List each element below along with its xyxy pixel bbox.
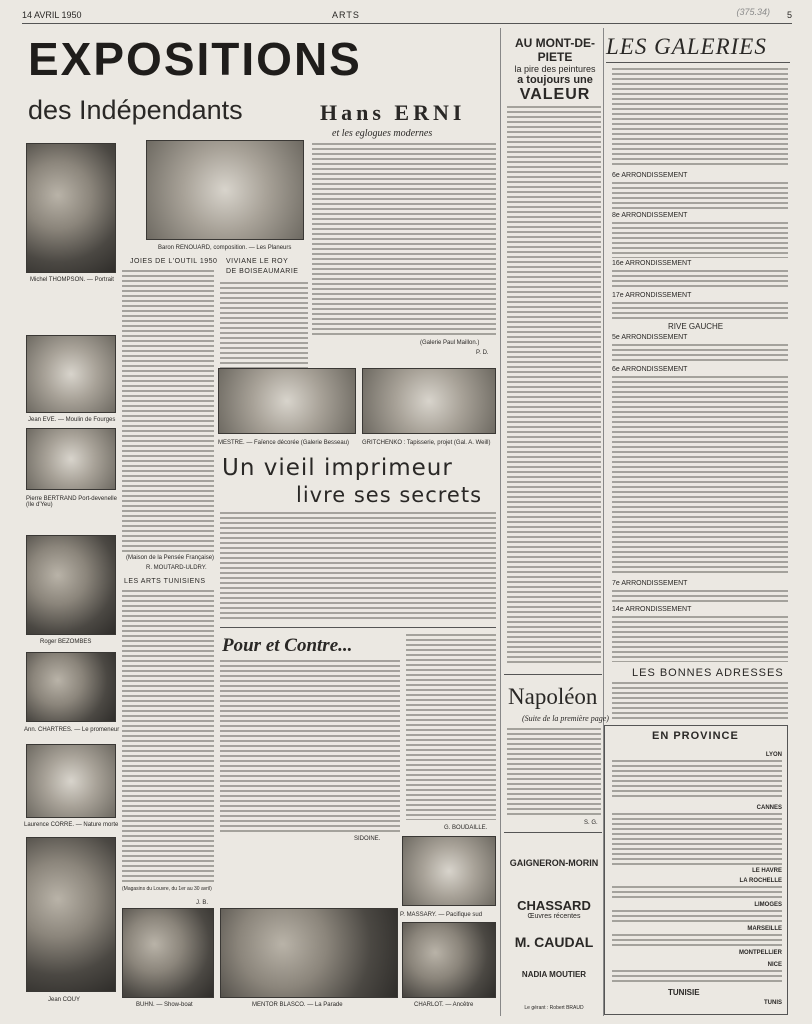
headline-pour-contre: Pour et Contre... xyxy=(222,635,353,656)
page-header xyxy=(22,7,792,23)
province-text xyxy=(612,886,782,900)
city-nice: NICE xyxy=(767,962,782,968)
caption-massary: P. MASSARY. — Pacifique sud xyxy=(400,912,483,918)
province-text xyxy=(612,934,782,948)
photo-buhn xyxy=(122,908,214,998)
erni-title: Hans ERNI xyxy=(320,100,466,125)
ad-gaigneron xyxy=(507,858,601,868)
province-text xyxy=(612,970,782,984)
gal-section-8e: 8e ARRONDISSEMENT xyxy=(612,212,688,219)
city-montpellier: MONTPELLIER xyxy=(739,950,782,956)
gal-rive-gauche: RIVE GAUCHE xyxy=(668,322,724,331)
mont-signature: S. G. xyxy=(584,820,598,826)
divider xyxy=(504,832,602,833)
photo-gritchenko xyxy=(362,368,496,434)
headline-province: EN PROVINCE xyxy=(652,730,739,742)
header-rule xyxy=(22,23,792,24)
archive-reference: (375.34) xyxy=(736,7,770,17)
caption-renouard: Baron RENOUARD, composition. — Les Planeurs xyxy=(158,245,292,251)
imprimeur-signature: G. BOUDAILLE. xyxy=(444,825,488,831)
gal-section-16e: 16e ARRONDISSEMENT xyxy=(612,260,692,267)
headline-napoleon: Napoléon xyxy=(508,684,598,709)
page-number: 5 xyxy=(786,10,792,20)
galeries-rive-droite-text xyxy=(612,68,788,168)
photo-bezombes xyxy=(26,535,116,635)
city-lyon: LYON xyxy=(765,752,782,758)
photo-thompson xyxy=(26,143,116,273)
gal-section-5e: 5e ARRONDISSEMENT xyxy=(612,334,688,341)
mont-line-4: VALEUR xyxy=(519,86,591,103)
ad-moutier-name: NADIA MOUTIER xyxy=(521,970,587,979)
photo-renouard xyxy=(146,140,304,240)
city-marseille: MARSEILLE xyxy=(747,926,782,932)
mont-line-1: AU MONT-DE-PIETE xyxy=(515,36,595,64)
mont-line-2: la pire des peintures xyxy=(514,64,596,74)
article-leroy-text xyxy=(220,282,308,372)
divider xyxy=(606,62,790,63)
gal-section-6e-rg: 6e ARRONDISSEMENT xyxy=(612,366,688,373)
section-leroy-heading-1: VIVIANE LE ROY xyxy=(226,258,289,265)
article-pour-contre-text xyxy=(220,660,400,832)
article-imprimeur-text xyxy=(220,512,496,622)
galeries-text xyxy=(612,182,788,210)
article-imprimeur-continued xyxy=(406,634,496,820)
galeries-text xyxy=(612,616,788,662)
gal-section-7e: 7e ARRONDISSEMENT xyxy=(612,580,688,587)
photo-mestre xyxy=(218,368,356,434)
headline-bonnes-adresses: LES BONNES ADRESSES xyxy=(632,667,784,679)
galeries-text xyxy=(612,344,788,362)
caption-chartres: Ann. CHARTRES. — Le promeneur xyxy=(24,727,120,733)
ad-chassard-name: CHASSARD xyxy=(517,898,591,913)
caption-buhn: BUHN. — Show-boat xyxy=(136,1002,193,1008)
gal-section-17e: 17e ARRONDISSEMENT xyxy=(612,292,692,299)
photo-chartres xyxy=(26,652,116,722)
galeries-text xyxy=(612,222,788,258)
napoleon-subtitle: (Suite de la première page) xyxy=(522,714,609,723)
article-tunisiens-text xyxy=(122,590,214,882)
article-napoleon-text xyxy=(507,728,601,816)
erni-subtitle: et les eglogues modernes xyxy=(332,128,433,139)
photo-bertrand xyxy=(26,428,116,490)
ad-gaigneron-name: GAIGNERON-MORIN xyxy=(509,858,599,868)
tunisiens-source: (Magasins du Louvre, du 1er au 30 avril) xyxy=(122,886,212,892)
province-text xyxy=(612,813,782,865)
caption-mestre: MESTRE. — Faïence décorée (Galerie Besseau) xyxy=(218,440,350,446)
divider xyxy=(220,627,496,628)
article-joies-text xyxy=(122,270,214,552)
caption-bezombes: Roger BEZOMBES xyxy=(40,639,92,645)
caption-couy: Jean COUY xyxy=(48,997,81,1003)
ad-moutier xyxy=(507,970,601,979)
gal-section-6e: 6e ARRONDISSEMENT xyxy=(612,172,688,179)
ad-footer xyxy=(507,1005,601,1011)
caption-eve: Jean EVE. — Moulin de Fourges xyxy=(28,417,116,423)
caption-corre: Laurence CORRE. — Nature morte xyxy=(24,822,119,828)
article-mont-de-piete-text xyxy=(507,106,601,666)
column-divider xyxy=(500,28,501,1016)
pour-contre-signature: SIDOINE. xyxy=(354,836,381,842)
bonnes-adresses-text xyxy=(612,682,788,720)
galeries-text xyxy=(612,270,788,288)
headline-mont-de-piete xyxy=(504,36,606,104)
headline-imprimeur-1: Un vieil imprimeur xyxy=(222,455,453,481)
joies-source: (Maison de la Pensée Française) xyxy=(126,555,215,561)
city-la-rochelle: LA ROCHELLE xyxy=(739,878,782,884)
photo-couy xyxy=(26,837,116,992)
galeries-text xyxy=(612,376,788,576)
section-leroy-heading-2: DE BOISEAUMARIE xyxy=(226,268,299,275)
city-tunisie: TUNISIE xyxy=(668,988,700,997)
mont-line-3: a toujours une xyxy=(517,74,593,86)
tunisiens-signature: J. B. xyxy=(196,900,209,906)
paper-name: ARTS xyxy=(332,10,360,20)
erni-gallery: (Galerie Paul Maillon.) xyxy=(420,340,480,346)
galeries-text xyxy=(612,302,788,320)
caption-charlot: CHARLOT. — Ancêtre xyxy=(414,1002,474,1008)
city-limoges: LIMOGES xyxy=(754,902,782,908)
headline-expositions: EXPOSITIONS xyxy=(28,33,362,85)
divider xyxy=(504,674,602,675)
footer-gerant: Le gérant : Robert BRAUD xyxy=(524,1005,584,1011)
joies-signature: R. MOUTARD-ULDRY. xyxy=(146,565,207,571)
caption-gritchenko: GRITCHENKO : Tapisserie, projet (Gal. A. Weill) xyxy=(362,440,491,446)
photo-charlot xyxy=(402,922,496,998)
headline-imprimeur-2: livre ses secrets xyxy=(296,483,483,507)
province-text xyxy=(612,910,782,924)
issue-date: 14 AVRIL 1950 xyxy=(22,10,82,20)
section-joies-heading: JOIES DE L'OUTIL 1950 xyxy=(130,258,218,265)
ad-chassard-sub: Œuvres récentes xyxy=(527,913,581,920)
section-tunisiens-heading: LES ARTS TUNISIENS xyxy=(124,578,206,585)
subhead-independants: des Indépendants xyxy=(28,95,243,125)
galeries-text xyxy=(612,590,788,604)
photo-mentor-blasco xyxy=(220,908,398,998)
city-tunis: TUNIS xyxy=(764,1000,782,1006)
ad-caudal xyxy=(507,934,601,950)
caption-mentor-blasco: MENTOR BLASCO. — La Parade xyxy=(252,1002,343,1008)
ad-chassard xyxy=(507,898,601,920)
caption-thompson: Michel THOMPSON. — Portrait xyxy=(30,277,114,283)
photo-eve xyxy=(26,335,116,413)
city-cannes: CANNES xyxy=(756,805,782,811)
gal-section-14e: 14e ARRONDISSEMENT xyxy=(612,606,692,613)
photo-massary xyxy=(402,836,496,906)
erni-initials: P. D. xyxy=(476,350,489,356)
ad-caudal-name: M. CAUDAL xyxy=(514,934,594,950)
caption-bertrand: Pierre BERTRAND Port-devenelle (Ile d'Yeu) xyxy=(26,496,117,508)
photo-corre xyxy=(26,744,116,818)
article-erni-text xyxy=(312,143,496,338)
city-le-havre: LE HAVRE xyxy=(752,868,782,874)
headline-galeries: LES GALERIES xyxy=(606,34,767,59)
province-text xyxy=(612,760,782,800)
